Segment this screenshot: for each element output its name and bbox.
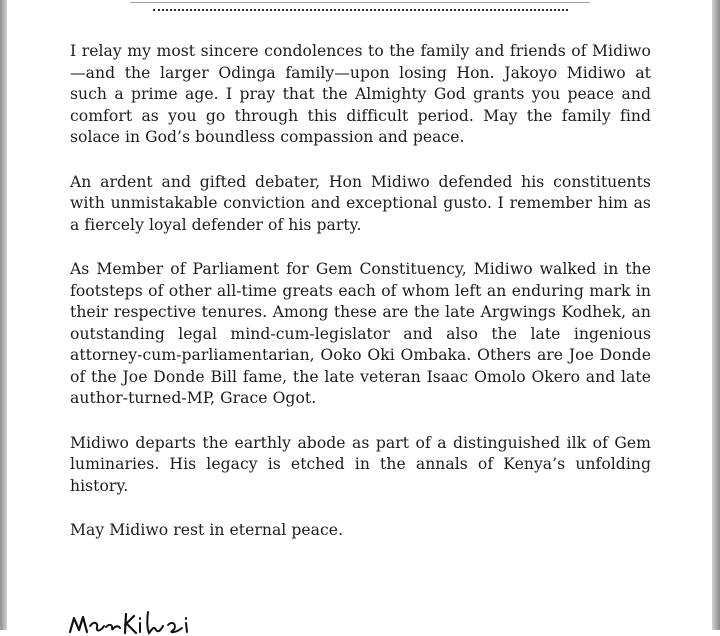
paragraph-gem-constituency: As Member of Parliament for Gem Constituency, Midiwo walked in the footsteps of other all-time greats each of whom left an enduring mark in their respective tenures. Among these are the late Argwings Kodhek, an outstanding legal mind-cum-legislator and also the late ingenious attorney-cum-parliamentarian, Ooko Oki Ombaka. Others are Joe Donde of the Joe Donde Bill fame, the late veteran Isaac Omolo Okero and late author-turned-MP, Grace Ogot. [70,260,651,407]
page-right-edge [712,0,720,630]
paragraph-condolences: I relay my most sincere condolences to the family and friends of Midiwo—and the larger Odinga family—upon losing Hon. Jakoyo Midiwo at such a prime age. I pray that the Almighty God grants you peace and comfort as you go through this difficult period. May the family find solace in God’s boundless compassion and peace. [70,42,651,146]
letter-body [70,41,651,565]
paragraph-rest-in-peace: May Midiwo rest in eternal peace. [70,521,344,539]
handwritten-signature [68,606,228,636]
dotted-separator [153,9,568,11]
paragraph-debater: An ardent and gifted debater, Hon Midiwo defended his constituents with unmistakable conviction and exceptional gusto. I remember him as a fiercely loyal defender of his party. [70,172,651,234]
cropped-heading-line [130,0,590,3]
paragraph-legacy: Midiwo departs the earthly abode as part of a distinguished ilk of Gem luminaries. His legacy is etched in the annals of Kenya’s unfolding history. [70,433,651,495]
page-left-edge [0,0,7,630]
